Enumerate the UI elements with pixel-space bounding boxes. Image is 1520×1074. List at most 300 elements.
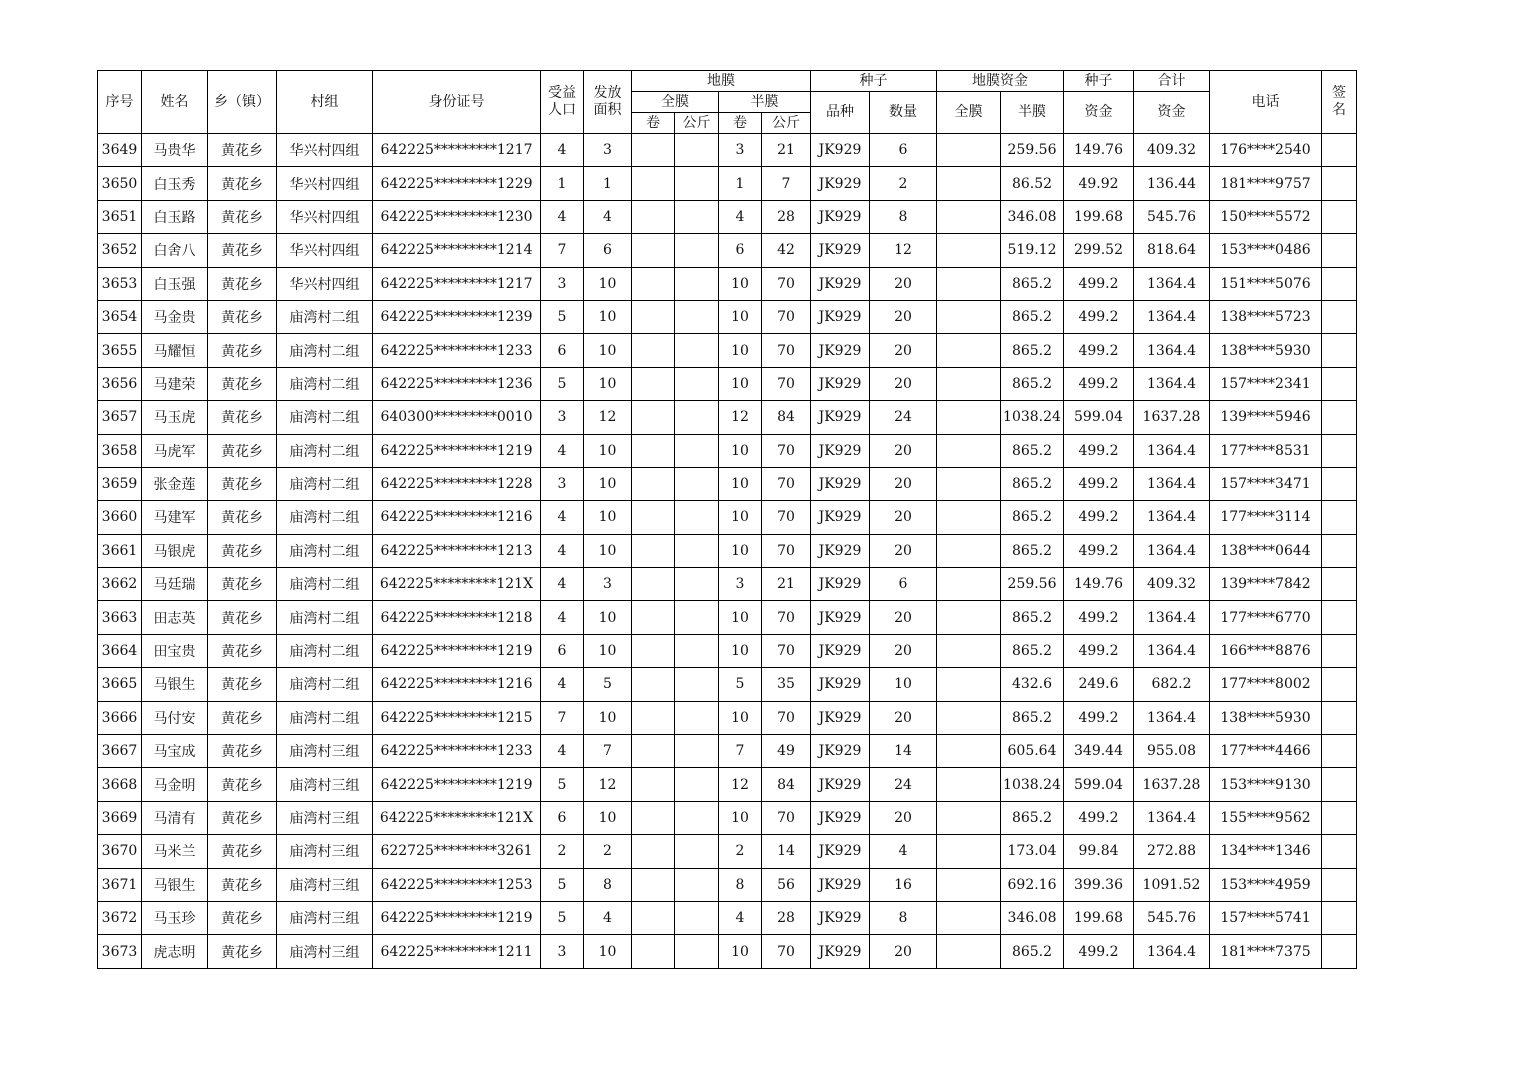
cell-phone: 138****5930 [1210,701,1322,734]
cell-seq: 3663 [98,601,142,634]
cell-sign [1322,200,1357,233]
cell-id: 642225*********1236 [373,367,541,400]
cell-village: 庙湾村二组 [277,300,373,333]
cell-qty: 20 [870,467,937,500]
cell-half-kg: 70 [762,801,811,834]
cell-name: 马银生 [142,668,208,701]
cell-pop: 5 [541,768,584,801]
cell-seq: 3660 [98,501,142,534]
cell-village: 庙湾村三组 [277,868,373,901]
header-half-film: 半膜 [719,92,811,113]
cell-area: 10 [584,300,632,333]
cell-id: 642225*********1216 [373,501,541,534]
cell-full-roll [632,868,675,901]
table-row [98,835,1357,868]
header-variety: 品种 [811,92,870,134]
cell-phone: 138****5723 [1210,300,1322,333]
cell-half-kg: 56 [762,868,811,901]
cell-total: 1364.4 [1134,801,1210,834]
table-row [98,801,1357,834]
header-area [584,71,632,134]
cell-full-kg [675,935,719,968]
cell-full-kg [675,434,719,467]
header-village: 村组 [277,71,373,134]
cell-fund-full [937,568,1001,601]
cell-name: 白舍八 [142,234,208,267]
cell-area: 10 [584,601,632,634]
cell-total: 1364.4 [1134,367,1210,400]
cell-sign [1322,568,1357,601]
cell-variety: JK929 [811,367,870,400]
cell-seq: 3671 [98,868,142,901]
table-row [98,434,1357,467]
cell-name: 马虎军 [142,434,208,467]
cell-pop: 7 [541,701,584,734]
cell-full-roll [632,501,675,534]
cell-fund-full [937,768,1001,801]
cell-phone: 157****3471 [1210,467,1322,500]
cell-half-kg: 70 [762,267,811,300]
cell-township: 黄花乡 [208,701,277,734]
cell-sign [1322,601,1357,634]
cell-sign [1322,167,1357,200]
cell-full-roll [632,835,675,868]
cell-full-kg [675,601,719,634]
cell-variety: JK929 [811,701,870,734]
cell-pop: 5 [541,901,584,934]
header-half-kg: 公斤 [762,113,811,134]
cell-id: 642225*********1253 [373,868,541,901]
cell-area: 5 [584,668,632,701]
table-row [98,534,1357,567]
cell-seq: 3652 [98,234,142,267]
cell-full-kg [675,167,719,200]
cell-seq: 3662 [98,568,142,601]
cell-half-roll: 10 [719,701,762,734]
cell-half-roll: 7 [719,735,762,768]
cell-name: 马付安 [142,701,208,734]
cell-half-roll: 3 [719,568,762,601]
cell-total: 1364.4 [1134,634,1210,667]
header-name: 姓名 [142,71,208,134]
cell-variety: JK929 [811,267,870,300]
cell-full-kg [675,568,719,601]
cell-area: 6 [584,234,632,267]
cell-name: 马银生 [142,868,208,901]
cell-full-kg [675,901,719,934]
cell-fund-full [937,467,1001,500]
cell-sign [1322,735,1357,768]
cell-variety: JK929 [811,334,870,367]
cell-id: 642225*********1228 [373,467,541,500]
cell-half-kg: 42 [762,234,811,267]
cell-half-roll: 6 [719,234,762,267]
cell-seed-fund: 499.2 [1064,501,1134,534]
header-beneficiaries-line2: 人口 [548,102,576,118]
cell-full-roll [632,735,675,768]
cell-full-kg [675,200,719,233]
table-row [98,735,1357,768]
cell-variety: JK929 [811,901,870,934]
cell-variety: JK929 [811,768,870,801]
cell-half-roll: 10 [719,367,762,400]
cell-half-kg: 21 [762,568,811,601]
cell-name: 马建军 [142,501,208,534]
cell-village: 华兴村四组 [277,167,373,200]
cell-fund-half: 865.2 [1001,935,1064,968]
cell-total: 1364.4 [1134,434,1210,467]
header-total-line1: 合计 [1134,71,1210,92]
cell-sign [1322,901,1357,934]
table-row [98,200,1357,233]
cell-name: 马贵华 [142,134,208,167]
cell-sign [1322,501,1357,534]
cell-fund-full [937,300,1001,333]
table-row [98,401,1357,434]
cell-full-roll [632,367,675,400]
cell-total: 136.44 [1134,167,1210,200]
table-row [98,467,1357,500]
cell-area: 4 [584,200,632,233]
cell-fund-half: 865.2 [1001,801,1064,834]
header-full-kg: 公斤 [675,113,719,134]
cell-variety: JK929 [811,735,870,768]
header-seed-fund-line2: 资金 [1064,92,1134,134]
header-film-fund: 地膜资金 [937,71,1064,92]
cell-pop: 3 [541,467,584,500]
cell-area: 3 [584,134,632,167]
cell-fund-half: 86.52 [1001,167,1064,200]
cell-pop: 4 [541,668,584,701]
cell-fund-full [937,367,1001,400]
cell-name: 马宝成 [142,735,208,768]
cell-township: 黄花乡 [208,267,277,300]
cell-phone: 139****5946 [1210,401,1322,434]
cell-full-roll [632,801,675,834]
cell-half-kg: 70 [762,467,811,500]
cell-area: 10 [584,701,632,734]
cell-variety: JK929 [811,668,870,701]
table-row [98,868,1357,901]
cell-seed-fund: 399.36 [1064,868,1134,901]
cell-sign [1322,801,1357,834]
cell-name: 马玉虎 [142,401,208,434]
cell-township: 黄花乡 [208,768,277,801]
cell-seq: 3657 [98,401,142,434]
cell-qty: 24 [870,768,937,801]
cell-variety: JK929 [811,200,870,233]
cell-total: 1364.4 [1134,467,1210,500]
cell-seq: 3673 [98,935,142,968]
cell-variety: JK929 [811,467,870,500]
cell-seed-fund: 499.2 [1064,701,1134,734]
cell-seq: 3649 [98,134,142,167]
cell-qty: 20 [870,434,937,467]
table-row [98,501,1357,534]
cell-name: 马金贵 [142,300,208,333]
cell-pop: 4 [541,200,584,233]
cell-name: 虎志明 [142,935,208,968]
cell-full-kg [675,234,719,267]
cell-variety: JK929 [811,601,870,634]
cell-qty: 24 [870,401,937,434]
cell-township: 黄花乡 [208,300,277,333]
cell-township: 黄花乡 [208,234,277,267]
table-row [98,901,1357,934]
header-full-roll: 卷 [632,113,675,134]
cell-area: 7 [584,735,632,768]
cell-township: 黄花乡 [208,601,277,634]
cell-id: 642225*********1239 [373,300,541,333]
cell-fund-half: 865.2 [1001,434,1064,467]
cell-total: 1364.4 [1134,534,1210,567]
cell-half-kg: 14 [762,835,811,868]
cell-pop: 6 [541,334,584,367]
header-film-fund-half: 半膜 [1001,92,1064,134]
cell-fund-full [937,401,1001,434]
cell-variety: JK929 [811,501,870,534]
cell-id: 642225*********1213 [373,534,541,567]
cell-name: 马金明 [142,768,208,801]
cell-qty: 20 [870,367,937,400]
cell-phone: 177****3114 [1210,501,1322,534]
cell-half-roll: 2 [719,835,762,868]
cell-half-kg: 35 [762,668,811,701]
cell-seed-fund: 199.68 [1064,901,1134,934]
cell-half-kg: 28 [762,200,811,233]
cell-full-kg [675,668,719,701]
header-full-film: 全膜 [632,92,719,113]
cell-id: 642225*********1215 [373,701,541,734]
cell-village: 华兴村四组 [277,134,373,167]
cell-full-kg [675,701,719,734]
cell-village: 庙湾村二组 [277,601,373,634]
cell-fund-full [937,267,1001,300]
cell-full-roll [632,467,675,500]
cell-variety: JK929 [811,300,870,333]
cell-township: 黄花乡 [208,367,277,400]
cell-fund-half: 865.2 [1001,267,1064,300]
header-sign-line2: 名 [1332,102,1346,118]
cell-total: 955.08 [1134,735,1210,768]
cell-seed-fund: 499.2 [1064,367,1134,400]
cell-half-kg: 28 [762,901,811,934]
cell-name: 马玉珍 [142,901,208,934]
cell-seq: 3666 [98,701,142,734]
cell-pop: 4 [541,134,584,167]
cell-sign [1322,367,1357,400]
cell-phone: 150****5572 [1210,200,1322,233]
cell-phone: 153****9130 [1210,768,1322,801]
cell-variety: JK929 [811,801,870,834]
cell-qty: 8 [870,200,937,233]
cell-seq: 3672 [98,901,142,934]
cell-total: 545.76 [1134,200,1210,233]
cell-fund-half: 346.08 [1001,200,1064,233]
cell-fund-full [937,601,1001,634]
cell-variety: JK929 [811,167,870,200]
cell-qty: 20 [870,267,937,300]
cell-qty: 20 [870,701,937,734]
cell-qty: 2 [870,167,937,200]
cell-fund-half: 173.04 [1001,835,1064,868]
header-beneficiaries [541,71,584,134]
cell-name: 田宝贵 [142,634,208,667]
cell-qty: 6 [870,568,937,601]
cell-name: 白玉秀 [142,167,208,200]
cell-fund-half: 865.2 [1001,367,1064,400]
cell-phone: 134****1346 [1210,835,1322,868]
cell-village: 庙湾村二组 [277,634,373,667]
header-seed: 种子 [811,71,937,92]
cell-total: 1364.4 [1134,334,1210,367]
cell-village: 庙湾村二组 [277,668,373,701]
cell-village: 庙湾村二组 [277,568,373,601]
cell-full-kg [675,401,719,434]
cell-fund-half: 865.2 [1001,501,1064,534]
cell-fund-half: 1038.24 [1001,768,1064,801]
cell-seq: 3655 [98,334,142,367]
cell-sign [1322,334,1357,367]
cell-area: 2 [584,835,632,868]
cell-township: 黄花乡 [208,634,277,667]
cell-full-kg [675,134,719,167]
header-half-roll: 卷 [719,113,762,134]
cell-seed-fund: 499.2 [1064,634,1134,667]
cell-township: 黄花乡 [208,668,277,701]
cell-seed-fund: 149.76 [1064,568,1134,601]
cell-sign [1322,868,1357,901]
cell-pop: 3 [541,267,584,300]
cell-fund-full [937,701,1001,734]
cell-area: 4 [584,901,632,934]
cell-full-kg [675,467,719,500]
cell-half-roll: 10 [719,801,762,834]
cell-half-roll: 3 [719,134,762,167]
cell-total: 1364.4 [1134,267,1210,300]
cell-phone: 153****0486 [1210,234,1322,267]
cell-township: 黄花乡 [208,401,277,434]
cell-half-roll: 10 [719,300,762,333]
cell-sign [1322,668,1357,701]
cell-id: 642225*********1219 [373,901,541,934]
cell-half-roll: 10 [719,267,762,300]
cell-fund-full [937,334,1001,367]
header-id-number: 身份证号 [373,71,541,134]
cell-half-roll: 12 [719,401,762,434]
cell-township: 黄花乡 [208,801,277,834]
cell-seed-fund: 599.04 [1064,401,1134,434]
cell-seq: 3670 [98,835,142,868]
cell-village: 庙湾村三组 [277,801,373,834]
cell-half-roll: 10 [719,534,762,567]
table-row [98,167,1357,200]
cell-village: 庙湾村二组 [277,701,373,734]
cell-fund-full [937,735,1001,768]
cell-full-kg [675,801,719,834]
cell-full-kg [675,267,719,300]
cell-sign [1322,434,1357,467]
cell-township: 黄花乡 [208,735,277,768]
cell-variety: JK929 [811,568,870,601]
header-seq: 序号 [98,71,142,134]
cell-half-roll: 1 [719,167,762,200]
cell-area: 10 [584,501,632,534]
cell-fund-half: 519.12 [1001,234,1064,267]
table-row [98,134,1357,167]
cell-phone: 151****5076 [1210,267,1322,300]
header-phone: 电话 [1210,71,1322,134]
cell-qty: 20 [870,634,937,667]
cell-pop: 1 [541,167,584,200]
table-row [98,300,1357,333]
cell-name: 马廷瑞 [142,568,208,601]
cell-half-kg: 70 [762,300,811,333]
cell-phone: 181****7375 [1210,935,1322,968]
cell-variety: JK929 [811,234,870,267]
cell-seq: 3667 [98,735,142,768]
header-film: 地膜 [632,71,811,92]
cell-variety: JK929 [811,401,870,434]
cell-township: 黄花乡 [208,501,277,534]
table-row [98,234,1357,267]
cell-half-roll: 5 [719,668,762,701]
cell-township: 黄花乡 [208,134,277,167]
cell-full-kg [675,735,719,768]
cell-seq: 3653 [98,267,142,300]
cell-name: 马米兰 [142,835,208,868]
cell-half-kg: 21 [762,134,811,167]
cell-pop: 4 [541,568,584,601]
cell-half-kg: 70 [762,601,811,634]
cell-phone: 176****2540 [1210,134,1322,167]
cell-village: 华兴村四组 [277,200,373,233]
cell-seq: 3661 [98,534,142,567]
cell-total: 1364.4 [1134,300,1210,333]
cell-name: 张金莲 [142,467,208,500]
cell-full-roll [632,134,675,167]
cell-total: 409.32 [1134,568,1210,601]
cell-full-kg [675,835,719,868]
cell-variety: JK929 [811,935,870,968]
subsidy-table [97,70,1357,969]
cell-variety: JK929 [811,634,870,667]
cell-name: 白玉强 [142,267,208,300]
cell-phone: 177****8531 [1210,434,1322,467]
table-header [98,71,1357,134]
cell-seed-fund: 249.6 [1064,668,1134,701]
cell-qty: 20 [870,501,937,534]
cell-area: 10 [584,634,632,667]
cell-village: 庙湾村三组 [277,835,373,868]
cell-total: 1637.28 [1134,768,1210,801]
header-quantity: 数量 [870,92,937,134]
cell-full-roll [632,668,675,701]
cell-area: 12 [584,401,632,434]
cell-half-roll: 10 [719,634,762,667]
cell-fund-full [937,801,1001,834]
cell-fund-full [937,668,1001,701]
cell-half-kg: 70 [762,334,811,367]
cell-variety: JK929 [811,835,870,868]
cell-full-kg [675,768,719,801]
cell-fund-half: 865.2 [1001,534,1064,567]
cell-full-kg [675,534,719,567]
cell-phone: 138****5930 [1210,334,1322,367]
cell-township: 黄花乡 [208,200,277,233]
cell-seq: 3659 [98,467,142,500]
table-row [98,267,1357,300]
